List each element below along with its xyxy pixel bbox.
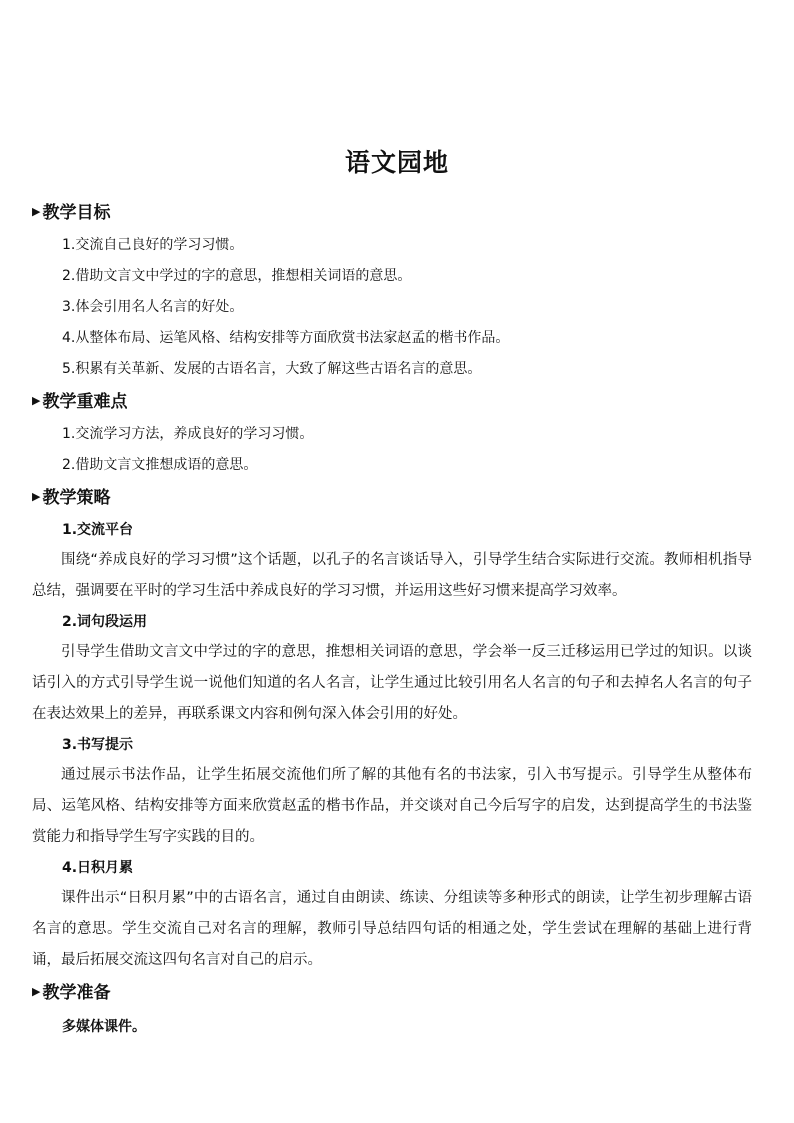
strategy-paragraph: 引导学生借助文言文中学过的字的意思，推想相关词语的意思，学会举一反三迁移运用已学过的知识。以谈话引入的方式引导学生说一说他们知道的名人名言，让学生通过比较引用名人名言的句子和去掉名人名言的句子在表达效果上的差异，再联系课文内容和例句深入体会引用的好处。 [32,644,752,722]
strategy-paragraph: 通过展示书法作品，让学生拓展交流他们所了解的其他有名的书法家，引入书写提示。引导学生从整体布局、运笔风格、结构安排等方面来欣赏赵孟的楷书作品，并交谈对自己今后写字的启发，达到提高学生的书法鉴赏能力和指导学生写字实践的目的。 [32,767,752,845]
list-item: 4.从整体布局、运笔风格、结构安排等方面欣赏书法家赵孟的楷书作品。 [62,330,510,346]
strategy-paragraph: 围绕“养成良好的学习习惯”这个话题，以孔子的名言谈话导入，引导学生结合实际进行交流。教师相机指导总结，强调要在平时的学习生活中养成良好的学习习惯，并运用这些好习惯来提高学习效率。 [32,552,752,599]
triangle-bullet-icon: ▶ [32,985,41,998]
section-heading-key-points [32,385,752,419]
triangle-bullet-icon: ▶ [32,394,41,407]
list-item: 3.体会引用名人名言的好处。 [62,299,244,315]
strategy-paragraph: 课件出示“日积月累”中的古语名言，通过自由朗读、练读、分组读等多种形式的朗读，让学生初步理解古语名言的意思。学生交流自己对名言的理解，教师引导总结四句话的相通之处，学生尝试在理解的基础上进行背诵，最后拓展交流这四句名言对自己的启示。 [32,890,752,968]
triangle-bullet-icon: ▶ [32,205,41,218]
list-item: 1.交流学习方法，养成良好的学习习惯。 [62,426,314,442]
document-body [32,196,752,1044]
preparation-text: 多媒体课件。 [62,1019,146,1035]
strategy-subheading: 4.日积月累 [62,860,134,876]
section-heading-strategies [32,481,752,515]
section-heading-text: 教学准备 [42,983,111,1003]
list-item: 5.积累有关革新、发展的古语名言，大致了解这些古语名言的意思。 [62,361,482,377]
triangle-bullet-icon: ▶ [32,490,41,503]
section-heading-text: 教学策略 [42,488,111,508]
strategy-subheading: 2.词句段运用 [62,614,148,630]
list-item: 2.借助文言文中学过的字的意思，推想相关词语的意思。 [62,268,412,284]
list-item: 2.借助文言文推想成语的意思。 [62,457,258,473]
section-heading-text: 教学重难点 [42,392,128,412]
section-heading-objectives [32,196,752,230]
section-heading-preparation [32,976,752,1010]
section-heading-text: 教学目标 [42,203,111,223]
list-item: 1.交流自己良好的学习习惯。 [62,237,244,253]
strategy-subheading: 1.交流平台 [62,522,134,538]
page-title: 语文园地 [344,148,449,177]
strategy-subheading: 3.书写提示 [62,737,134,753]
